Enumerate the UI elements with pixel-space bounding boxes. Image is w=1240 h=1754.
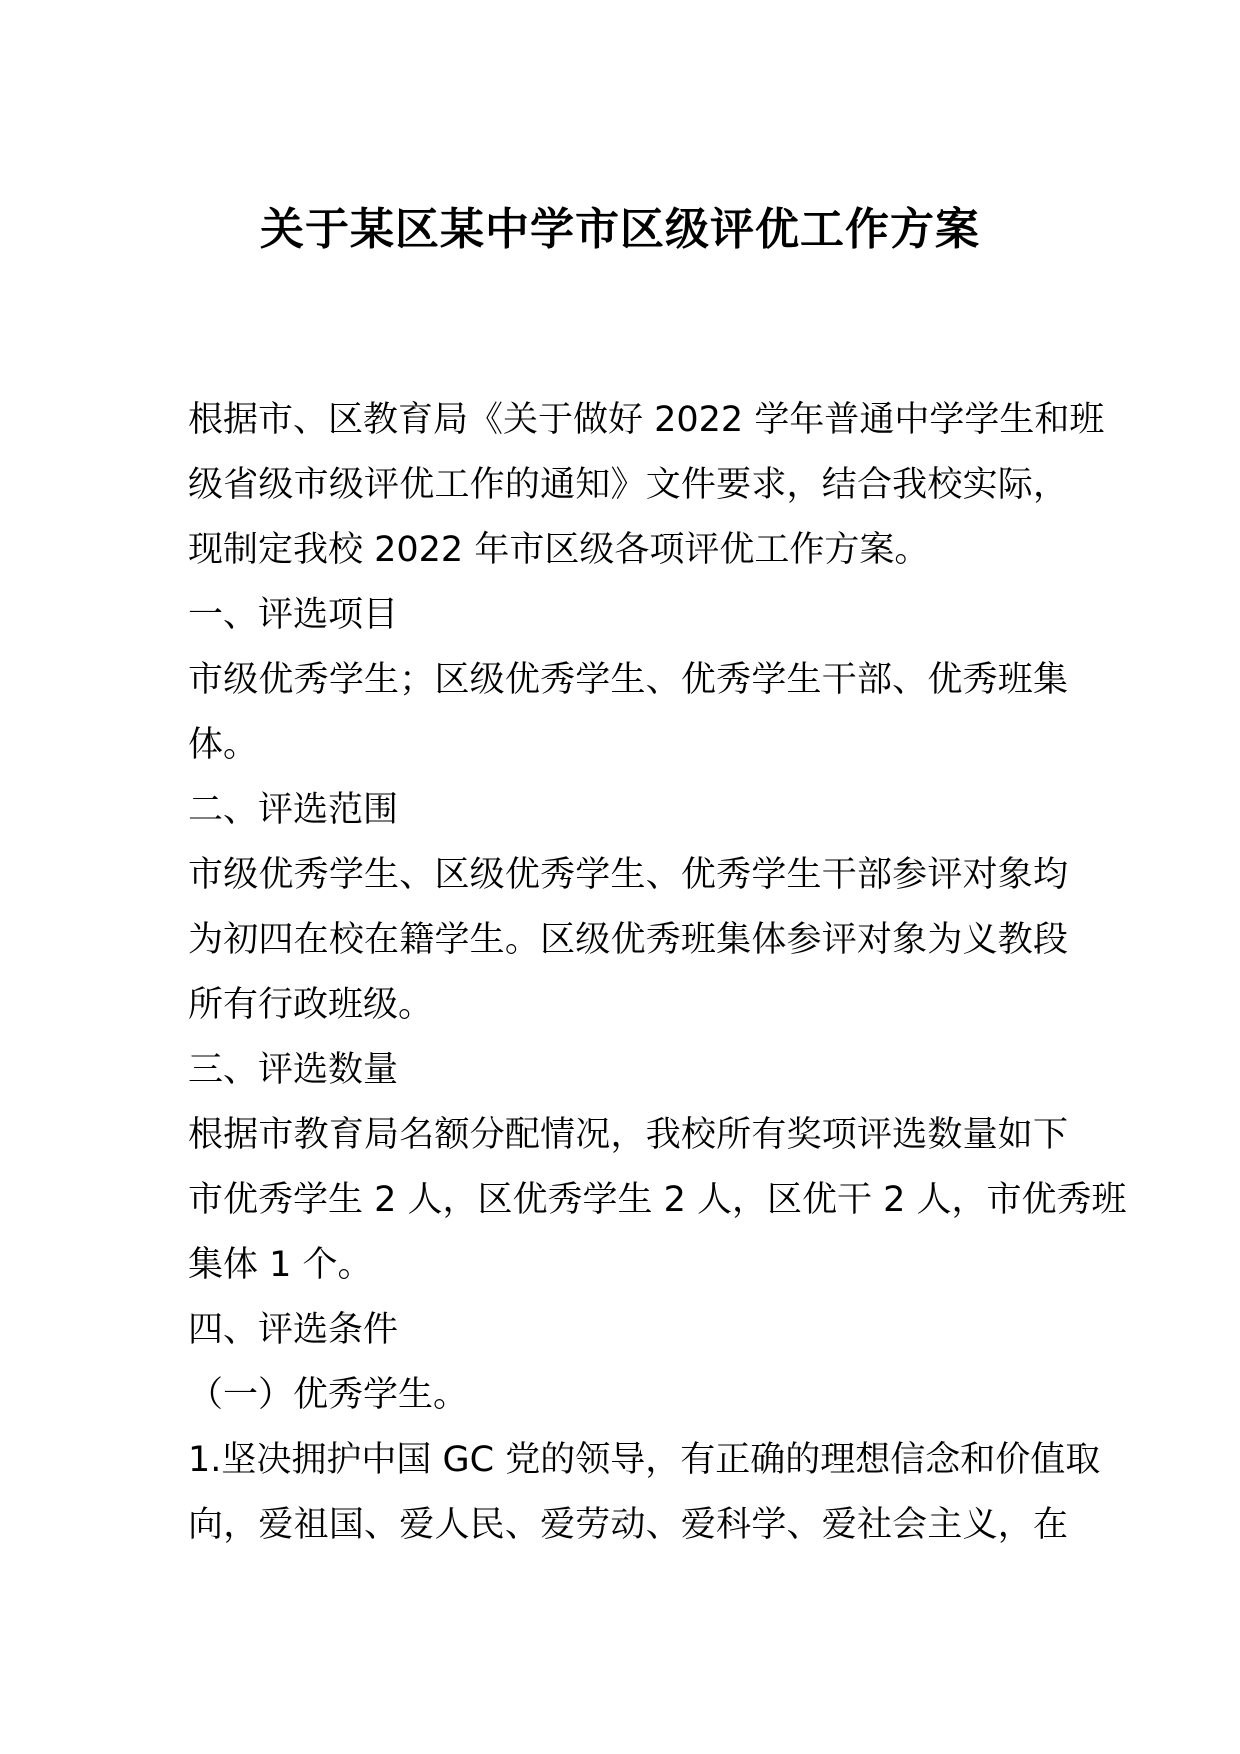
paragraph-line: 向，爱祖国、爱人民、爱劳动、爱科学、爱社会主义，在 [188,1505,1068,1545]
paragraph-line: 现制定我校 2022 年市区级各项评优工作方案。 [188,530,930,570]
paragraph-line: 级省级市级评优工作的通知》文件要求，结合我校实际， [188,465,1068,505]
paragraph-line: 市级优秀学生；区级优秀学生、优秀学生干部、优秀班集 [188,660,1068,700]
document-body [188,388,1127,1558]
paragraph-line: 市优秀学生 2 人，区优秀学生 2 人，区优干 2 人，市优秀班 [188,1180,1127,1220]
paragraph-line: 根据市教育局名额分配情况，我校所有奖项评选数量如下 [188,1115,1068,1155]
paragraph-line: 1.坚决拥护中国 GC 党的领导，有正确的理想信念和价值取 [188,1440,1101,1480]
section-heading: 三、评选数量 [188,1050,399,1090]
section-heading: 一、评选项目 [188,595,399,635]
document-title: 关于某区某中学市区级评优工作方案 [260,204,980,255]
subsection-heading: （一）优秀学生。 [188,1375,469,1415]
paragraph-line: 体。 [188,725,259,765]
paragraph-line: 所有行政班级。 [188,985,434,1025]
paragraph-line: 集体 1 个。 [188,1245,373,1285]
section-heading: 四、评选条件 [188,1310,399,1350]
paragraph-line: 根据市、区教育局《关于做好 2022 学年普通中学学生和班 [188,400,1105,440]
paragraph-line: 市级优秀学生、区级优秀学生、优秀学生干部参评对象均 [188,855,1068,895]
paragraph-line: 为初四在校在籍学生。区级优秀班集体参评对象为义教段 [188,920,1068,960]
section-heading: 二、评选范围 [188,790,399,830]
